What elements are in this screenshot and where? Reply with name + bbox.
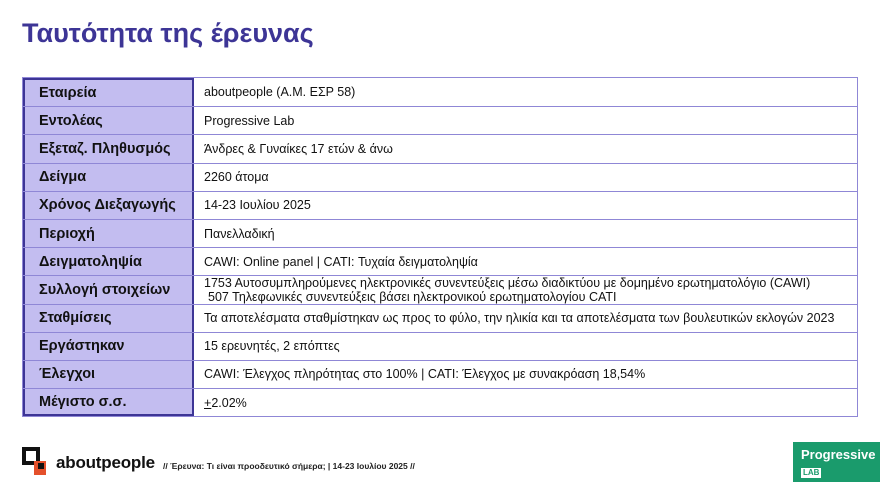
row-label: Σταθμίσεις bbox=[23, 305, 194, 332]
value-text-line2: 507 Τηλεφωνικές συνεντεύξεις βάσει ηλεκτρονικού ερωτηματολογίου CATI bbox=[208, 289, 617, 304]
table-row bbox=[23, 219, 857, 247]
table-row bbox=[23, 247, 857, 275]
value-text: CAWI: Έλεγχος πληρότητας στο 100% | CATI: Έλεγχος με συνακρόαση 18,54% bbox=[204, 367, 646, 382]
value-text: 2.02% bbox=[211, 395, 247, 410]
plus-minus-sign: + bbox=[204, 395, 212, 410]
row-value bbox=[194, 361, 857, 388]
badge-sub: LAB bbox=[803, 468, 820, 477]
row-value bbox=[194, 192, 857, 219]
footer-note: // Έρευνα: Τι είναι προοδευτικό σήμερα; | 14-23 Ιουλίου 2025 // bbox=[163, 461, 415, 471]
row-label: Δειγματοληψία bbox=[23, 248, 194, 275]
row-value bbox=[194, 78, 857, 106]
value-text: 15 ερευνητές, 2 επόπτες bbox=[204, 339, 340, 354]
row-value bbox=[194, 135, 857, 162]
table-row bbox=[23, 304, 857, 332]
value-text: CAWI: Online panel | CATI: Τυχαία δειγματοληψία bbox=[204, 254, 478, 269]
table-row bbox=[23, 388, 857, 416]
value-text: Τα αποτελέσματα σταθμίστηκαν ως προς το φύλο, την ηλικία και τα αποτελέσματα των βουλευτικών εκλογών 2023 bbox=[204, 311, 835, 326]
row-value bbox=[194, 164, 857, 191]
value-text: Άνδρες & Γυναίκες 17 ετών & άνω bbox=[204, 141, 393, 156]
aboutpeople-mark-icon bbox=[22, 447, 50, 479]
row-label: Εντολέας bbox=[23, 107, 194, 134]
row-value bbox=[194, 389, 857, 416]
table-row bbox=[23, 191, 857, 219]
value-text: 1753 Αυτοσυμπληρούμενες ηλεκτρονικές συνεντεύξεις μέσω διαδικτύου με δομημένο ερωτηματολόγιο (CAWI) bbox=[204, 275, 811, 290]
table-row bbox=[23, 106, 857, 134]
row-label: Έλεγχοι bbox=[23, 361, 194, 388]
page-title: Ταυτότητα της έρευνας bbox=[22, 18, 314, 48]
row-value bbox=[194, 107, 857, 134]
row-value bbox=[194, 333, 857, 360]
badge-name: Progressive bbox=[801, 447, 876, 462]
table-row bbox=[23, 275, 857, 303]
table-row bbox=[23, 134, 857, 162]
table-row bbox=[23, 78, 857, 106]
row-value bbox=[194, 220, 857, 247]
value-text: Progressive Lab bbox=[204, 113, 295, 128]
progressive-lab-logo bbox=[793, 442, 880, 482]
row-label: Εταιρεία bbox=[23, 78, 194, 106]
row-label: Μέγιστο σ.σ. bbox=[23, 389, 194, 416]
row-label: Εργάστηκαν bbox=[23, 333, 194, 360]
row-label: Συλλογή στοιχείων bbox=[23, 276, 194, 303]
survey-info-table bbox=[22, 77, 858, 417]
row-label: Εξεταζ. Πληθυσμός bbox=[23, 135, 194, 162]
value-text: Πανελλαδική bbox=[204, 226, 275, 241]
table-row bbox=[23, 332, 857, 360]
row-label: Περιοχή bbox=[23, 220, 194, 247]
value-text: 14-23 Ιουλίου 2025 bbox=[204, 198, 311, 213]
table-row bbox=[23, 163, 857, 191]
row-value bbox=[194, 305, 857, 332]
table-row bbox=[23, 360, 857, 388]
brand-name: aboutpeople bbox=[56, 453, 155, 472]
row-label: Δείγμα bbox=[23, 164, 194, 191]
row-value bbox=[194, 248, 857, 275]
aboutpeople-logo bbox=[22, 447, 155, 479]
value-text: aboutpeople (Α.Μ. ΕΣΡ 58) bbox=[204, 85, 356, 100]
row-label: Χρόνος Διεξαγωγής bbox=[23, 192, 194, 219]
value-text: 2260 άτομα bbox=[204, 170, 269, 185]
row-value bbox=[194, 276, 857, 303]
